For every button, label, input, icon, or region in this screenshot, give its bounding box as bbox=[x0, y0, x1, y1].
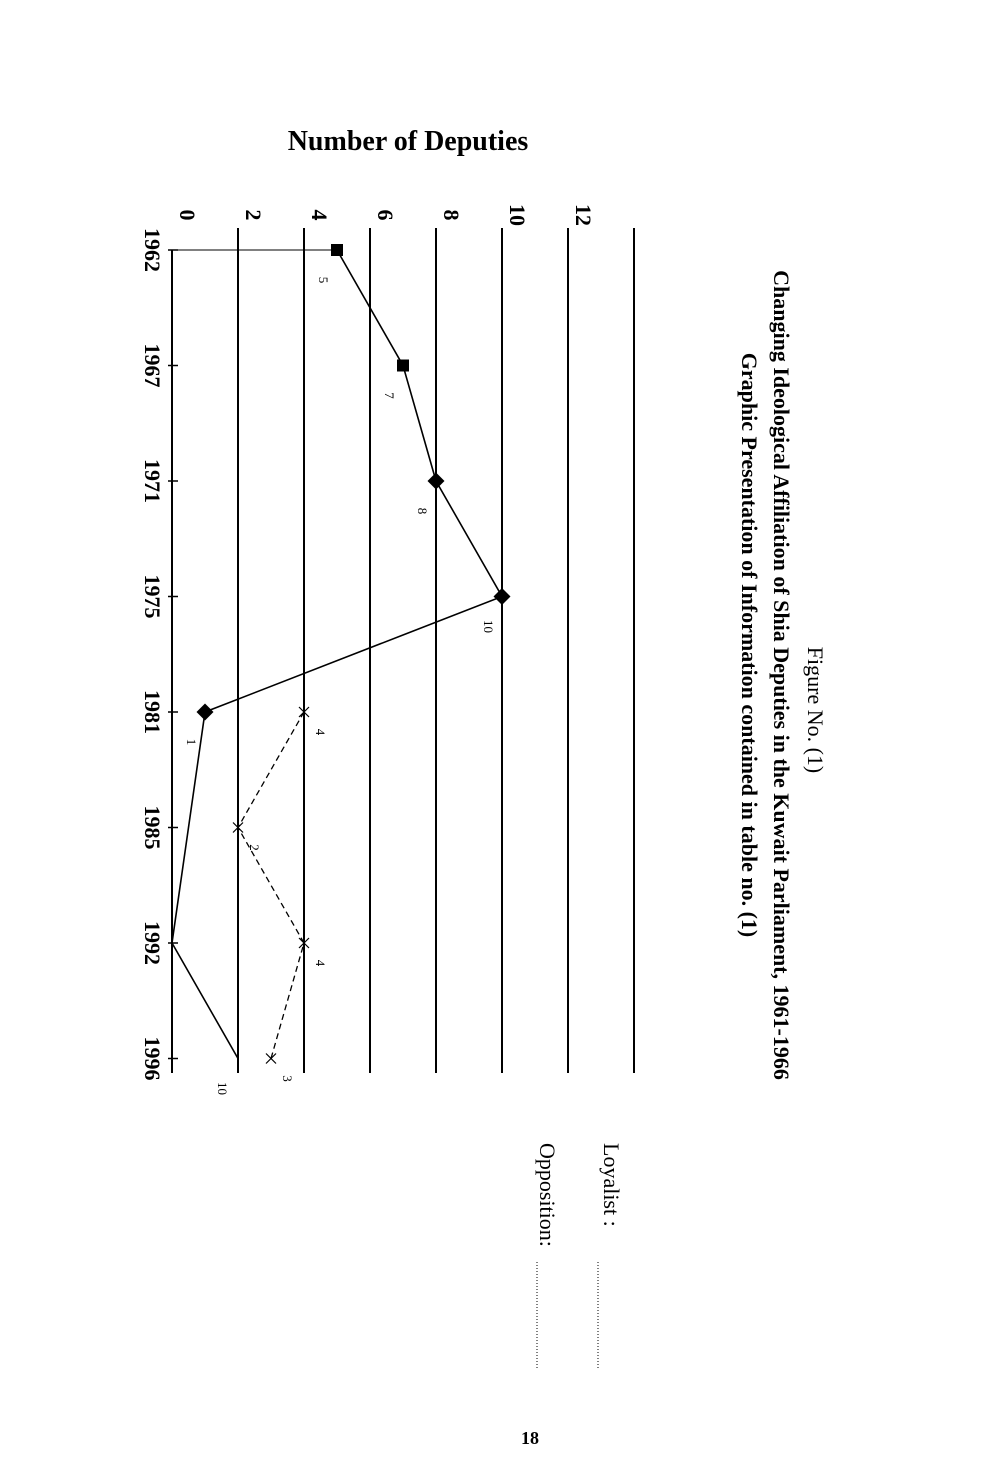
loyalist-point-1975 bbox=[494, 588, 511, 605]
figure-number: Figure No. (1) bbox=[803, 646, 828, 774]
grid-layer bbox=[238, 228, 634, 1073]
legend-loyalist-label: Loyalist : bbox=[599, 1143, 624, 1227]
y-tick-label-6: 6 bbox=[373, 209, 398, 221]
y-tick-label-4: 4 bbox=[307, 209, 332, 221]
y-tick-label-8: 8 bbox=[439, 209, 464, 221]
figure-title: Changing Ideological Affiliation of Shia Deputies in the Kuwait Parliament, 1961-1966 bbox=[769, 270, 794, 1080]
x-tick-label-1981: 1981 bbox=[140, 690, 165, 734]
x-tick-label-1975: 1975 bbox=[140, 574, 165, 619]
loyalist-point-1971 bbox=[428, 473, 445, 490]
loyalist-label-1981: 1 bbox=[184, 738, 199, 746]
y-tick-label-10: 10 bbox=[505, 204, 530, 226]
y-axis-label: Number of Deputies bbox=[287, 126, 529, 157]
loyalist-label-1967: 7 bbox=[382, 392, 397, 399]
opposition-label-1985: 2 bbox=[247, 844, 262, 851]
axis-layer bbox=[168, 250, 337, 1073]
opposition-label-1981: 4 bbox=[313, 728, 328, 736]
y-tick-label-2: 2 bbox=[241, 209, 266, 221]
loyalist-label-1962: 5 bbox=[316, 276, 331, 284]
loyalist-label-1996: 10 bbox=[215, 1082, 230, 1095]
loyalist-line bbox=[172, 250, 502, 1059]
loyalist-point-1962 bbox=[331, 244, 343, 256]
series-layer bbox=[172, 244, 510, 1064]
y-tick-label-12: 12 bbox=[571, 204, 596, 226]
y-tick-label-0: 0 bbox=[175, 209, 200, 221]
opposition-label-1992: 4 bbox=[313, 959, 328, 967]
loyalist-label-1975: 10 bbox=[481, 620, 496, 633]
label-layer bbox=[140, 204, 596, 1095]
x-tick-label-1996: 1996 bbox=[140, 1036, 165, 1081]
loyalist-point-1981 bbox=[197, 704, 214, 721]
loyalist-label-1971: 8 bbox=[415, 507, 430, 515]
legend-opposition-label: Opposition: bbox=[535, 1143, 560, 1247]
x-tick-label-1985: 1985 bbox=[140, 805, 165, 850]
opposition-label-1996: 3 bbox=[280, 1075, 295, 1082]
x-tick-label-1967: 1967 bbox=[140, 343, 165, 388]
page-number: 18 bbox=[521, 1428, 539, 1448]
figure-subtitle: Graphic Presentation of Information contained in table no. (1) bbox=[737, 352, 762, 938]
opposition-line bbox=[238, 712, 304, 1059]
x-tick-label-1962: 1962 bbox=[140, 228, 165, 272]
x-tick-label-1992: 1992 bbox=[140, 921, 165, 965]
x-tick-label-1971: 1971 bbox=[140, 459, 165, 503]
loyalist-point-1967 bbox=[397, 360, 409, 372]
